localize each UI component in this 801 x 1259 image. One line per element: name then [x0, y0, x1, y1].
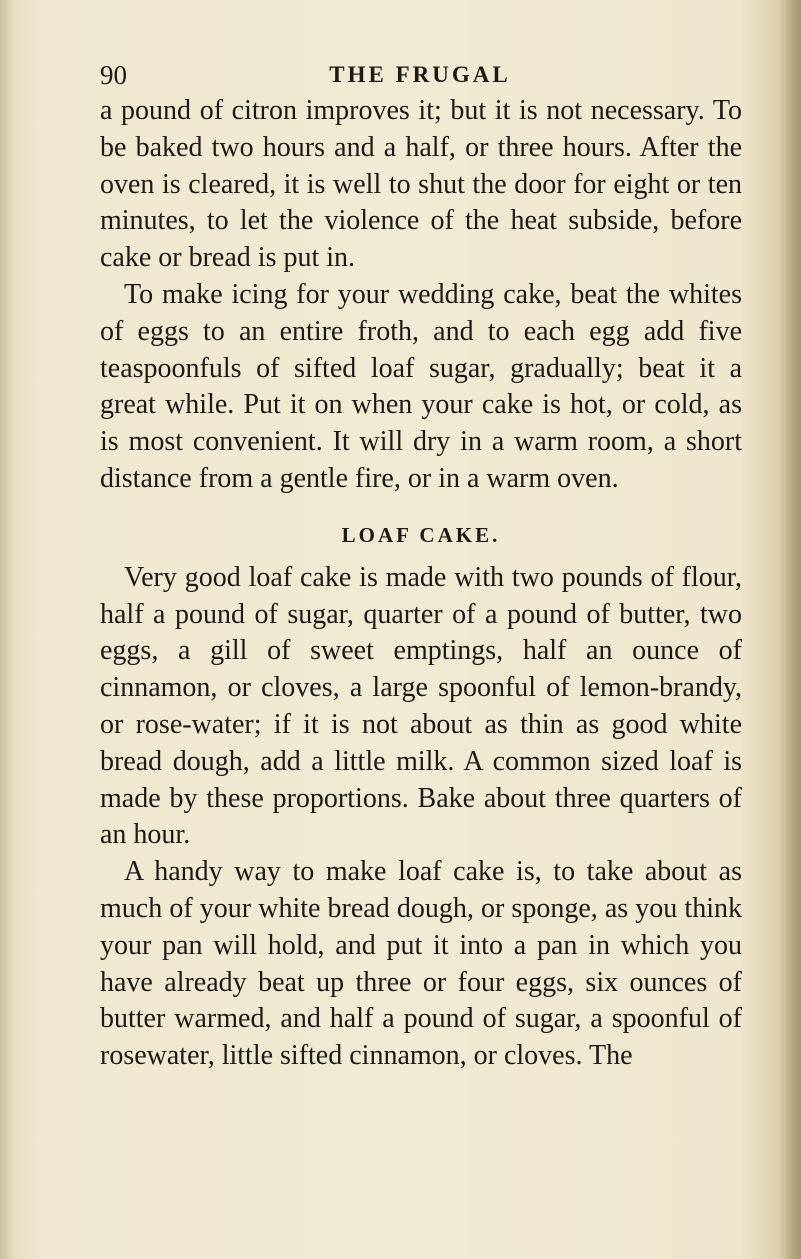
page-number: 90 [100, 60, 127, 90]
paragraph: To make icing for your wedding cake, beat the whites of eggs to an entire froth, and to each egg add five teaspoonfuls of sifted loaf sugar, gradually; beat it a great while. Put it on when your cake is hot, or cold, as is most convenient. It will dry in a warm room, a short distance from a gentle fire, or in a warm oven. [100, 278, 742, 494]
paragraph: A handy way to make loaf cake is, to take about as much of your white bread dough, or sponge, as you think your pan will hold, and put it into a pan in which you have already beat up three or four eggs, six ounces of butter warmed, and half a pound of sugar, a spoonful of rosewater, little sifted cinnamon, or cloves. The [100, 856, 742, 1072]
page-body [100, 93, 742, 1075]
running-head: THE FRUGAL [329, 62, 511, 87]
page-header [100, 60, 740, 94]
paragraph: a pound of citron improves it; but it is not necessary. To be baked two hours and a half, or three hours. After the oven is cleared, it is well to shut the door for eight or ten minutes, to let the violence of the heat subside, before cake or bread is put in. [100, 95, 742, 274]
paragraph: Very good loaf cake is made with two pounds of flour, half a pound of sugar, quarter of a pound of butter, two eggs, a gill of sweet emptings, half an ounce of cinnamon, or cloves, a large spoonful of lemon-brandy, or rose-water; if it is not about as thin as good white bread dough, add a little milk. A common sized loaf is made by these proportions. Bake about three quarters of an hour. [100, 561, 742, 851]
page-left-edge [0, 0, 14, 1259]
section-heading: LOAF CAKE. [341, 522, 501, 547]
page-right-edge [779, 0, 801, 1259]
